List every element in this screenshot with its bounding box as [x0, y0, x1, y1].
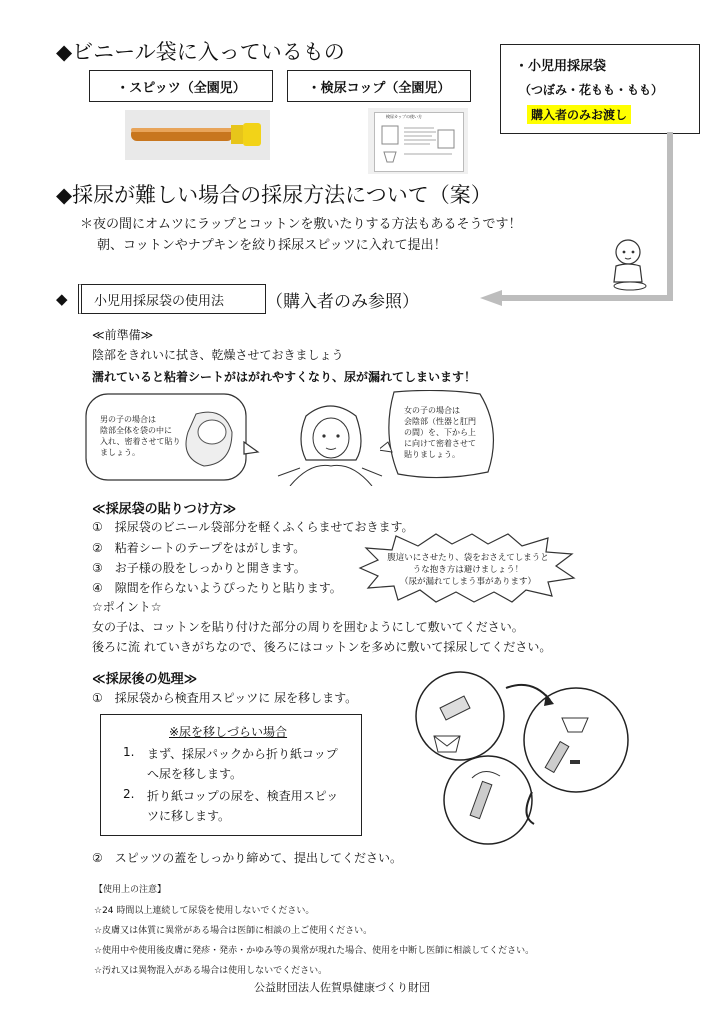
spitz-label: ・スピッツ（全園児）: [89, 70, 273, 102]
after-step-1: ① 採尿袋から検査用スピッツに 尿を移します。: [92, 691, 358, 705]
girl-line: に向けて密着させて: [404, 439, 476, 448]
purchaser-only-badge: 購入者のみお渡し: [527, 105, 631, 124]
usage-note: （購入者のみ参照）: [266, 292, 419, 312]
transfer-item-2-a: 折り紙コップの尿を、検査用スピッ: [147, 789, 339, 803]
after-step-2: ② スピッツの蓋をしっかり締めて、提出してください。: [92, 851, 403, 865]
boy-line: 陰部全体を袋の中に: [100, 426, 172, 435]
warning-line: 腹這いにさせたり、袋をおさえてしまうと: [387, 553, 549, 563]
pediatric-bag-box: [500, 44, 700, 134]
attach-step: ④ 隙間を作らないようぴったりと貼ります。: [92, 581, 342, 595]
usage-diamond: ◆: [56, 290, 68, 308]
cup-image-caption: 検尿カップの使い方: [386, 114, 422, 119]
attach-heading: ≪採尿袋の貼りつけ方≫: [92, 502, 237, 517]
boy-instructions: [100, 414, 180, 458]
caution-item: ☆24 時間以上連続して尿袋を使用しないでください。: [94, 906, 315, 916]
pediatric-bag-title: ・小児用採尿袋: [515, 59, 607, 74]
girl-line: 貼りましょう。: [404, 450, 460, 459]
mother-illustration: [270, 396, 390, 486]
girl-instructions: [404, 405, 476, 460]
attach-step: ③ お子様の股をしっかりと開きます。: [92, 561, 306, 575]
girl-line: の間）を、下から上: [404, 428, 476, 437]
after-heading: ≪採尿後の処理≫: [92, 672, 198, 687]
difficult-heading: ◆採尿が難しい場合の採尿方法について（案）: [56, 183, 492, 207]
attach-step: ① 採尿袋のビニール袋部分を軽くふくらませておきます。: [92, 520, 414, 534]
pediatric-bag-classes: （つぼみ・花もも・もも）: [519, 83, 664, 97]
girl-line: 会陰部（性器と肛門: [404, 417, 476, 426]
difficult-line-1: ＊夜の間にオムツにラップとコットンを敷いたりする方法もあるそうです！: [80, 217, 522, 232]
transfer-item-2-b: ツに移します。: [147, 809, 231, 823]
caution-item: ☆使用中や使用後皮膚に発疹・発赤・かゆみ等の異常が現れた場合、使用を中断し医師に相談してください。: [94, 946, 535, 956]
warning-line: うな抱き方は避けましょう！: [412, 565, 524, 575]
boy-line: 男の子の場合は: [100, 415, 156, 424]
transfer-item-1-a: まず、採尿パックから折り紙コップ: [147, 747, 338, 761]
difficult-line-2: 朝、コットンやナプキンを絞り採尿スピッツに入れて提出！: [97, 238, 447, 253]
transfer-item-1-b: へ尿を移します。: [147, 767, 243, 781]
boy-line: ましょう。: [100, 448, 140, 457]
point-line-2: 後ろに流 れていきがちなので、後ろにはコットンを多めに敷いて採尿してください。: [92, 640, 552, 654]
warning-line: （尿が漏れてしまう事があります）: [399, 577, 536, 587]
cup-label: ・検尿コップ（全園児）: [287, 70, 471, 102]
boy-line: 入れ、密着させて貼り: [100, 437, 181, 446]
baby-illustration: [606, 236, 654, 292]
warning-text: [378, 552, 558, 588]
usage-title-box: 小児用採尿袋の使用法: [78, 284, 266, 314]
point-line-1: 女の子は、コットンを貼り付けた部分の周りを囲むようにして敷いてください。: [92, 620, 524, 634]
transfer-item-2-num: 2.: [123, 787, 135, 801]
prep-line-2: 濡れていると粘着シートがはがれやすくなり、尿が漏れてしまいます！: [92, 370, 477, 384]
point-label: ☆ポイント☆: [92, 600, 162, 614]
caution-heading: 【使用上の注意】: [94, 885, 167, 895]
attach-step: ② 粘着シートのテープをはがします。: [92, 541, 306, 555]
footer-organization: 公益財団法人佐賀県健康づくり財団: [254, 981, 430, 994]
transfer-item-1-num: 1.: [123, 745, 135, 759]
transfer-box-title: ※尿を移しづらい場合: [169, 725, 288, 739]
difficult-transfer-box: [100, 714, 362, 836]
prep-line-1: 陰部をきれいに拭き、乾燥させておきましょう: [92, 348, 344, 362]
prep-heading: ≪前準備≫: [92, 328, 154, 342]
girl-line: 女の子の場合は: [404, 406, 460, 415]
caution-item: ☆汚れ又は異物混入がある場合は使用しないでください。: [94, 966, 328, 976]
spitz-tube-image: [125, 110, 270, 160]
caution-item: ☆皮膚又は体質に異常がある場合は医師に相談の上ご使用ください。: [94, 926, 373, 936]
contents-heading: ◆ビニール袋に入っているもの: [56, 40, 345, 64]
cup-image: [368, 108, 468, 174]
transfer-process-illustration: [412, 668, 632, 848]
